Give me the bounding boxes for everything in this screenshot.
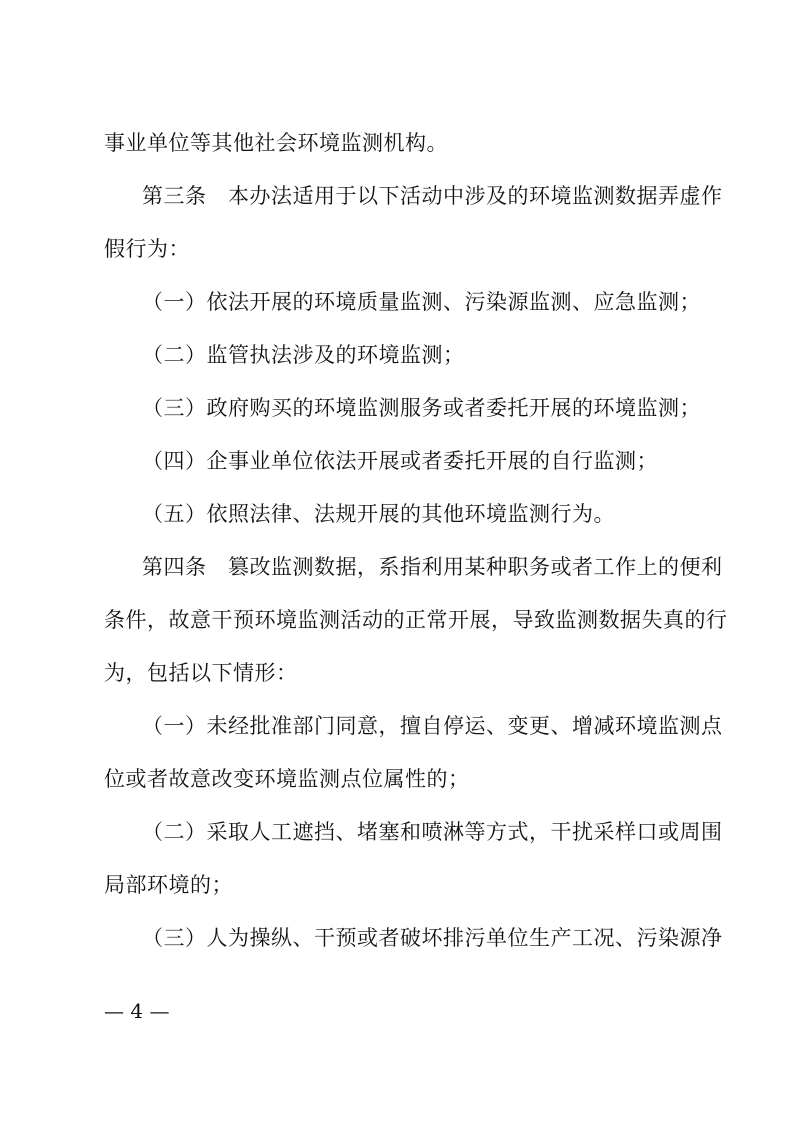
list-item-3-3: （三）政府购买的环境监测服务或者委托开展的环境监测； bbox=[142, 396, 701, 420]
article-4-heading: 第四条 篡改监测数据，系指利用某种职务或者工作上的便利 bbox=[142, 555, 723, 579]
list-item-3-1: （一）依法开展的环境质量监测、污染源监测、应急监测； bbox=[142, 290, 701, 314]
list-item-4-2: （二）采取人工遮挡、堵塞和喷淋等方式，干扰采样口或周围 bbox=[142, 820, 723, 844]
text-line-11: 为，包括以下情形： bbox=[104, 661, 298, 685]
list-item-4-1: （一）未经批准部门同意，擅自停运、变更、增减环境监测点 bbox=[142, 714, 723, 738]
text-line-3: 假行为： bbox=[104, 237, 190, 261]
list-item-3-4: （四）企事业单位依法开展或者委托开展的自行监测； bbox=[142, 449, 658, 473]
page-number: — 4 — bbox=[104, 999, 170, 1023]
text-line-15: 局部环境的； bbox=[104, 873, 233, 897]
text-line-10: 条件，故意干预环境监测活动的正常开展，导致监测数据失真的行 bbox=[104, 608, 728, 632]
list-item-3-5: （五）依照法律、法规开展的其他环境监测行为。 bbox=[142, 502, 615, 526]
list-item-4-3: （三）人为操纵、干预或者破坏排污单位生产工况、污染源净 bbox=[142, 926, 723, 950]
text-line-13: 位或者故意改变环境监测点位属性的； bbox=[104, 767, 470, 791]
list-item-3-2: （二）监管执法涉及的环境监测； bbox=[142, 343, 465, 367]
text-line-1: 事业单位等其他社会环境监测机构。 bbox=[104, 131, 448, 155]
article-3-heading: 第三条 本办法适用于以下活动中涉及的环境监测数据弄虚作 bbox=[142, 184, 723, 208]
